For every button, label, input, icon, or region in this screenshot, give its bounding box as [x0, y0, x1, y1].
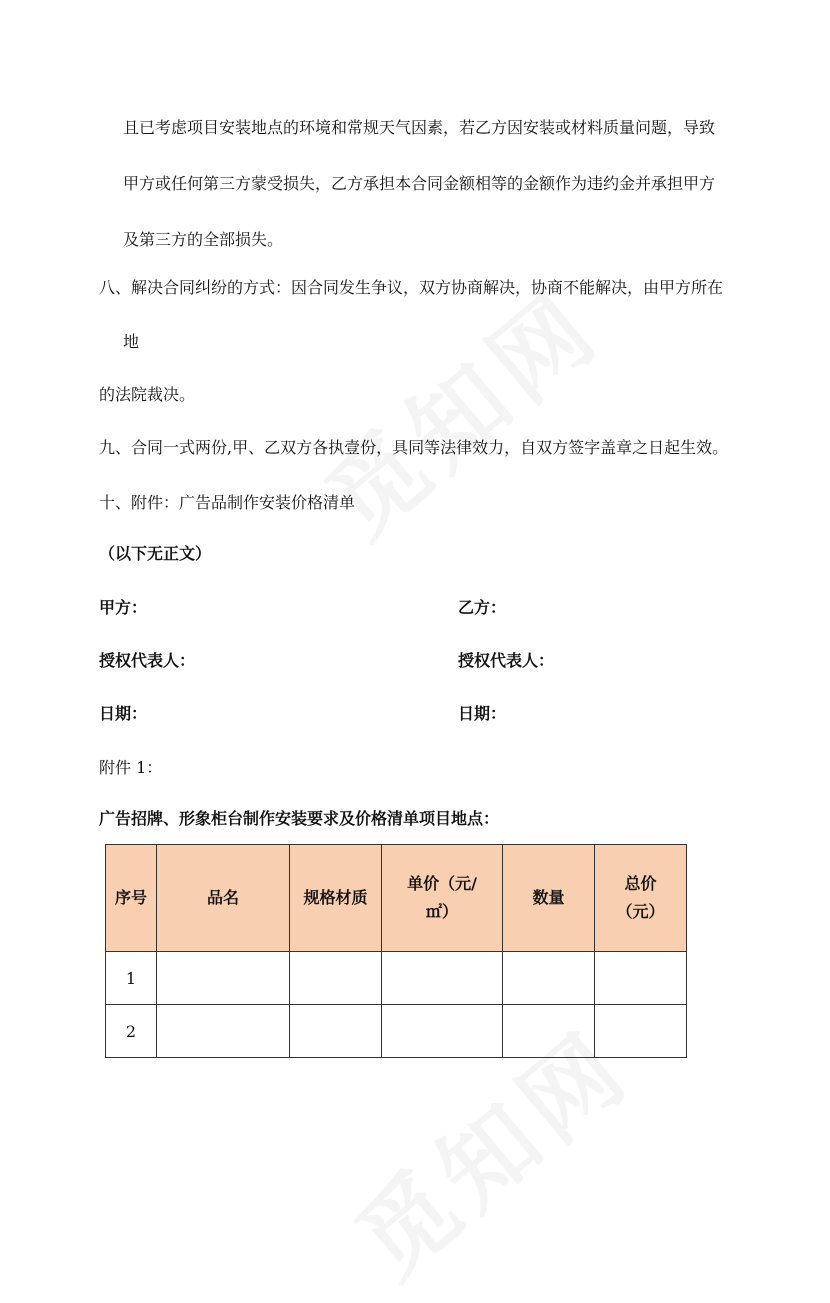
party-b-label: 乙方： — [458, 598, 507, 617]
clause-9: 九、合同一式两份,甲、乙双方各执壹份，具同等法律效力，自双方签字盖章之日起生效。 — [99, 438, 729, 457]
clause-8-cont: 地 — [123, 332, 140, 351]
header-total — [595, 845, 687, 952]
clause-8-cont: 的法院裁决。 — [99, 385, 196, 404]
header-unit-price-line2: ㎡） — [425, 902, 458, 921]
cell-qty — [503, 952, 595, 1005]
no-more-text: （以下无正文） — [99, 544, 212, 563]
date-a-label: 日期： — [99, 704, 148, 723]
party-a-label: 甲方： — [99, 598, 148, 617]
table-row — [106, 1005, 687, 1058]
header-total-line2: （元） — [616, 902, 665, 921]
header-name: 品名 — [157, 845, 290, 952]
cell-seq: 1 — [106, 952, 157, 1005]
paragraph-line: 甲方或任何第三方蒙受损失，乙方承担本合同金额相等的金额作为违约金并承担甲方 — [123, 174, 716, 193]
cell-name — [157, 1005, 290, 1058]
cell-spec — [290, 952, 382, 1005]
header-total-line1: 总价 — [624, 874, 657, 893]
cell-unit-price — [382, 1005, 503, 1058]
paragraph-line: 且已考虑项目安装地点的环境和常规天气因素，若乙方因安装或材料质量问题，导致 — [123, 118, 716, 137]
header-seq: 序号 — [106, 845, 157, 952]
table-header-row — [106, 845, 687, 952]
attachment-title: 广告招牌、形象柜台制作安装要求及价格清单项目地点： — [99, 809, 500, 828]
header-qty: 数量 — [503, 845, 595, 952]
clause-10: 十、附件：广告品制作安装价格清单 — [99, 493, 356, 512]
watermark — [293, 254, 625, 563]
cell-qty — [503, 1005, 595, 1058]
header-unit-price-line1: 单价（元/ — [407, 874, 477, 893]
cell-seq: 2 — [106, 1005, 157, 1058]
cell-unit-price — [382, 952, 503, 1005]
attachment-label: 附件 1： — [99, 758, 163, 777]
cell-name — [157, 952, 290, 1005]
header-spec: 规格材质 — [290, 845, 382, 952]
cell-spec — [290, 1005, 382, 1058]
cell-total — [595, 952, 687, 1005]
rep-a-label: 授权代表人： — [99, 651, 196, 670]
clause-8: 八、解决合同纠纷的方式：因合同发生争议，双方协商解决，协商不能解决，由甲方所在 — [99, 278, 724, 297]
cell-total — [595, 1005, 687, 1058]
price-table — [105, 844, 687, 1058]
date-b-label: 日期： — [458, 704, 507, 723]
table-row — [106, 952, 687, 1005]
rep-b-label: 授权代表人： — [458, 651, 555, 670]
header-unit-price — [382, 845, 503, 952]
paragraph-line: 及第三方的全部损失。 — [123, 230, 284, 249]
